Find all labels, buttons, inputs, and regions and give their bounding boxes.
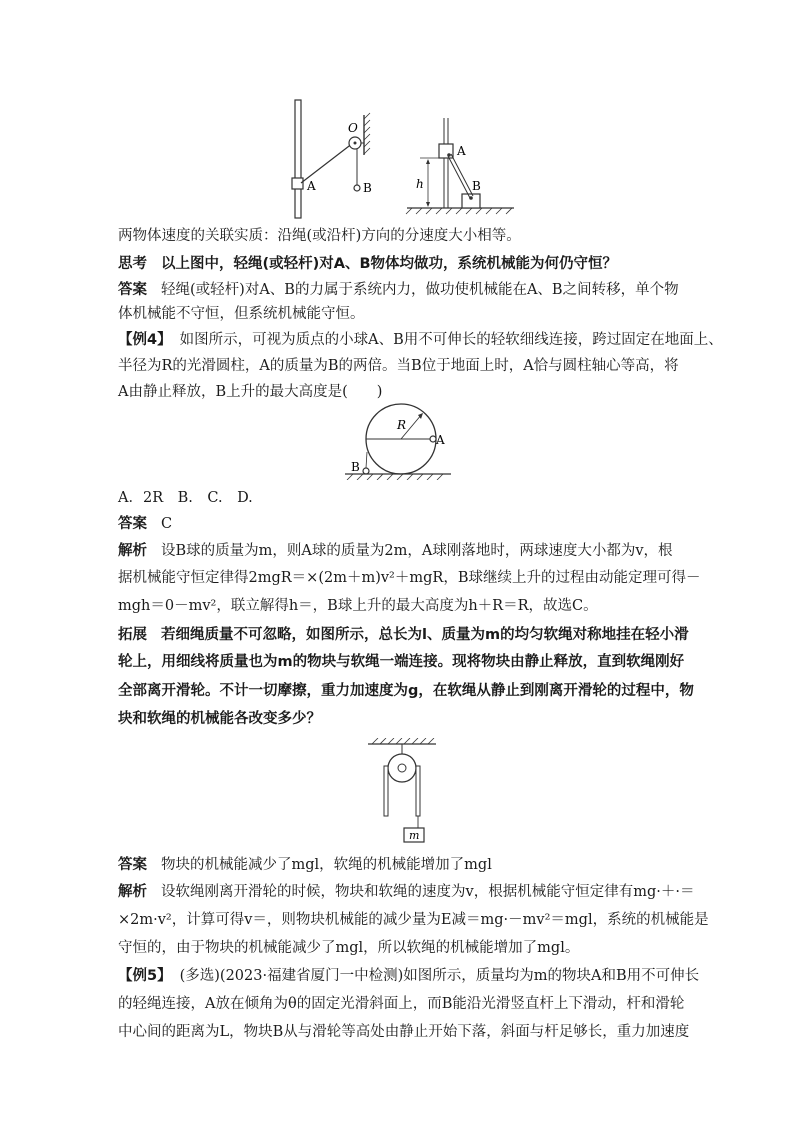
text-line: 轮上，用细线将质量也为m的物块与软绳一端连接。现将物块由静止释放，直到软绳刚好: [118, 654, 685, 670]
label-a: A: [436, 433, 445, 447]
label-h: h: [416, 177, 424, 191]
think-tag: 思考: [118, 256, 147, 272]
extension-tag: 拓展: [118, 627, 147, 643]
label-b: B: [363, 181, 372, 195]
answer-text: 轻绳(或轻杆)对A、B的力属于系统内力，做功使机械能在A、B之间转移，单个物: [161, 282, 679, 298]
solution-line: [118, 541, 673, 561]
text-line: 据机械能守恒定律得2mgR＝×(2m＋m)v²＋mgR，B球继续上升的过程由动能定理可得－: [118, 570, 701, 586]
answer-tag: 答案: [118, 516, 147, 532]
example4-tag: 【例4】: [118, 332, 172, 348]
text-line: 中心间的距离为L，物块B从与滑轮等高处由静止开始下落，斜面与杆足够长，重力加速度: [118, 1024, 690, 1040]
example5-text: (多选)(2023·福建省厦门一中检测)如图所示，质量均为m的物块A和B用不可伸长: [179, 968, 700, 984]
label-m: m: [409, 829, 420, 842]
text-line: 体机械能不守恒，但系统机械能守恒。: [118, 306, 365, 322]
answer-line: [118, 855, 492, 875]
text-line: 两物体速度的关联实质：沿绳(或沿杆)方向的分速度大小相等。: [118, 228, 521, 244]
label-a: A: [307, 179, 316, 193]
answer-tag: 答案: [118, 857, 147, 873]
text-line: 半径为R的光滑圆柱，A的质量为B的两倍。当B位于地面上时，A恰与圆柱轴心等高，将: [118, 358, 679, 374]
answer-line: [118, 514, 172, 534]
example5-line: [118, 966, 699, 986]
text-line: 全部离开滑轮。不计一切摩擦，重力加速度为g，在软绳从静止到刚离开滑轮的过程中，物: [118, 683, 694, 699]
text-line: 守恒的，由于物块的机械能减少了mgl，所以软绳的机械能增加了mgl。: [118, 940, 580, 956]
text-line: A由静止释放，B上升的最大高度是( ): [118, 384, 383, 400]
label-b: B: [472, 179, 481, 193]
text-line: mgh＝0－mv²，联立解得h＝，B球上升的最大高度为h＋R＝R，故选C。: [118, 598, 598, 614]
figure-cylinder: [345, 402, 460, 480]
label-o: O: [348, 121, 358, 135]
example5-tag: 【例5】: [118, 968, 172, 984]
text-line: ×2m·v²，计算可得v＝，则物块机械能的减少量为E减＝mg·－mv²＝mgl，系统的机械能是: [118, 912, 709, 928]
text-line: 的轻绳连接，A放在倾角为θ的固定光滑斜面上，而B能沿光滑竖直杆上下滑动，杆和滑轮: [118, 996, 685, 1012]
extension-line: [118, 625, 689, 645]
solution-line: [118, 882, 694, 902]
solution-tag: 解析: [118, 884, 147, 900]
solution-tag: 解析: [118, 543, 147, 559]
think-line: [118, 254, 617, 274]
think-text: 以上图中，轻绳(或轻杆)对A、B物体均做功，系统机械能为何仍守恒？: [161, 256, 618, 272]
answer-tag: 答案: [118, 282, 147, 298]
example4-line: [118, 330, 723, 350]
figure-rod-blocks: [402, 118, 517, 216]
answer-line: [118, 280, 679, 300]
answer-text: 物块的机械能减少了mgl，软绳的机械能增加了mgl: [161, 857, 492, 873]
text-line: 块和软绳的机械能各改变多少？: [118, 711, 321, 727]
options-line: A．2R B. C. D.: [118, 490, 253, 506]
solution-text: 设软绳刚离开滑轮的时候，物块和软绳的速度为v，根据机械能守恒定律有mg·＋·＝: [161, 884, 695, 900]
answer-text: C: [161, 516, 173, 532]
extension-text: 若细绳质量不可忽略，如图所示，总长为l、质量为m的均匀软绳对称地挂在轻小滑: [161, 627, 689, 643]
solution-text: 设B球的质量为m，则A球的质量为2m，A球刚落地时，两球速度大小都为v，根: [161, 543, 673, 559]
label-a: A: [457, 144, 466, 158]
label-b: B: [351, 460, 360, 474]
label-r: R: [397, 418, 407, 432]
figure-pulley-rope: [366, 738, 438, 846]
figure-rod-pulley: [285, 95, 395, 225]
example4-text: 如图所示，可视为质点的小球A、B用不可伸长的轻软细线连接，跨过固定在地面上、: [179, 332, 723, 348]
